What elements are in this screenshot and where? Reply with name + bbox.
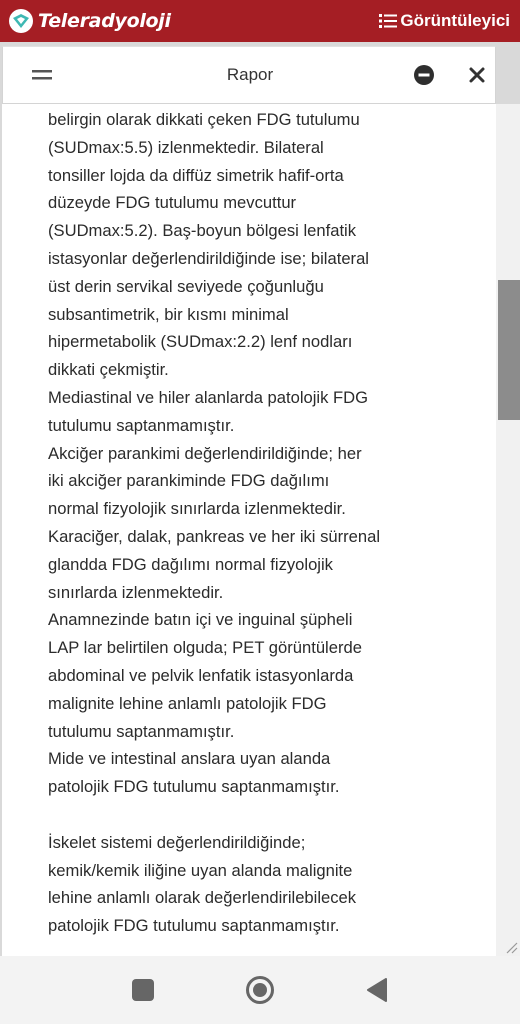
report-line: tonsiller lojda da diffüz simetrik hafif-orta	[48, 165, 344, 185]
report-line: İskelet sistemi değerlendirildiğinde;	[48, 832, 306, 852]
report-line: Mediastinal ve hiler alanlarda patolojik FDG	[48, 387, 369, 407]
report-line: sınırlarda izlenmektedir.	[48, 582, 224, 602]
report-sheet	[2, 46, 496, 956]
scrollbar-thumb[interactable]	[498, 280, 520, 420]
report-line: malignite lehine anlamlı patolojik FDG	[48, 693, 327, 713]
report-line: subsantimetrik, bir kısmı minimal	[48, 304, 289, 324]
sheet-header	[2, 46, 496, 104]
report-line: normal fizyolojik sınırlarda izlenmektedir.	[48, 499, 346, 519]
report-text	[48, 106, 488, 956]
report-line: LAP lar belirtilen olguda; PET görüntülerde	[48, 638, 362, 658]
teleradyoloji-logo-icon	[8, 8, 34, 34]
report-line: belirgin olarak dikkati çeken FDG tutulumu	[48, 110, 360, 129]
sheet-title: Rapor	[226, 65, 274, 84]
report-line: hipermetabolik (SUDmax:2.2) lenf nodları	[48, 332, 353, 352]
report-line: tutulumu saptanmamıştır.	[48, 721, 235, 741]
viewer-link-label: Görüntüleyici	[400, 11, 510, 30]
report-line: (SUDmax:5.2). Baş-boyun bölgesi lenfatik	[48, 221, 357, 241]
report-line: dikkati çekmiştir.	[48, 360, 169, 380]
report-line: Karaciğer, dalak, pankreas ve her iki sürrenal	[48, 526, 381, 546]
app-bar	[0, 0, 520, 42]
list-icon	[378, 12, 398, 30]
close-icon[interactable]	[467, 65, 487, 85]
triangle-back-icon[interactable]	[364, 976, 390, 1004]
report-line: Akciğer parankimi değerlendirildiğinde; her	[48, 443, 362, 463]
resize-grip-icon[interactable]	[504, 940, 518, 954]
report-line: düzeyde FDG tutulumu mevcuttur	[48, 193, 297, 213]
brand-name: Teleradyoloji	[38, 10, 171, 32]
report-line: Anamnezinde batın içi ve inguinal şüpheli	[48, 610, 353, 630]
report-line: istasyonlar değerlendirildiğinde ise; bilateral	[48, 248, 369, 268]
report-line: iki akciğer parankiminde FDG dağılımı	[48, 471, 330, 491]
report-line: patolojik FDG tutulumu saptanmamıştır.	[48, 916, 340, 936]
scrollbar-track[interactable]	[496, 104, 520, 956]
report-line: tutulumu saptanmamıştır.	[48, 415, 235, 435]
report-line: üst derin servikal seviyede çoğunluğu	[48, 276, 324, 296]
square-icon[interactable]	[132, 979, 154, 1001]
report-line: patolojik FDG tutulumu saptanmamıştır.	[48, 777, 340, 797]
report-line: glandda FDG dağılımı normal fizyolojik	[48, 554, 333, 574]
minus-circle-icon[interactable]	[413, 64, 435, 86]
report-line: kemik/kemik iliğine uyan alanda malignite	[48, 860, 353, 880]
system-nav-bar	[0, 956, 520, 1024]
report-line: lehine anlamlı olarak değerlendirilebilecek	[48, 888, 357, 908]
circle-icon[interactable]	[244, 974, 276, 1006]
report-line: (SUDmax:5.5) izlenmektedir. Bilateral	[48, 137, 324, 157]
brand[interactable]	[8, 8, 171, 34]
report-line: abdominal ve pelvik lenfatik istasyonlarda	[48, 665, 354, 685]
report-line: Mide ve intestinal anslara uyan alanda	[48, 749, 331, 769]
report-blank-line	[48, 801, 488, 829]
viewer-link[interactable]	[378, 11, 510, 31]
